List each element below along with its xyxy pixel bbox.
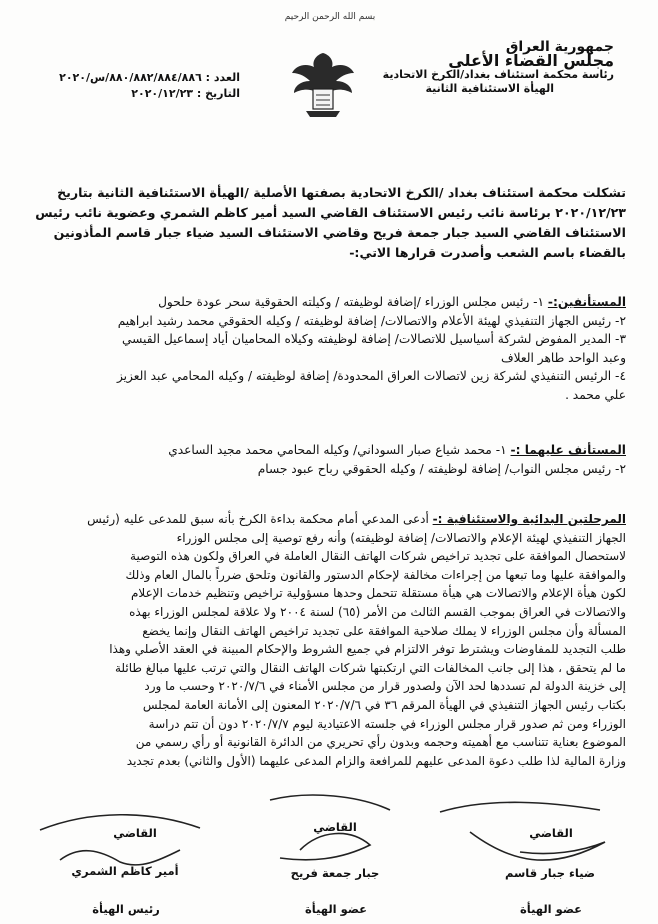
stages-text: أدعى المدعي أمام محكمة بداءة الكرخ بأنه سبق للمدعى عليه (رئيس [87, 512, 429, 526]
intro-line: الاستئناف القاضي السيد جبار جمعة فريح وقاضي الاستئناف السيد ضياء جبار قاسم المأذونين [53, 225, 626, 240]
appellant-2: ٢- رئيس الجهاز التنفيذي لهيئة الأعلام والاتصالات/ إضافة لوظيفته / وكيله الحقوقي محمد رشيد ابراهيم [117, 313, 626, 328]
stages-text: لكون هيأة الإعلام والاتصالات هي هيأة مستقلة تتحمل وحدها مسؤولية تراخيص وتنظيم خدمات الإعلام [130, 586, 626, 601]
stages-section [30, 510, 626, 770]
appellant-3-cont: وعبد الواحد طاهر العلاف [500, 350, 626, 365]
signature-right-role: عضو الهيأة [519, 902, 583, 916]
basmala: بسم الله الرحمن الرحيم [284, 12, 376, 22]
stages-text: والاتصالات في العراق بموجب القسم الثالث من الأمر (٦٥) لسنة ٢٠٠٤ ولا علاقة لمجلس الوزراء بهذه [129, 604, 626, 619]
stages-text: الوزراء ومن ثم صدور قرار مجلس الوزراء في جلسته الاعتيادية ليوم ٢٠٢٠/٧/٧ دون أن تتم دراسة [148, 716, 626, 731]
judge-title: القاضي [113, 826, 157, 840]
council-name: مجلس القضاء الأعلى [448, 51, 614, 70]
reference-date: التاريخ : ٢٠٢٠/١٢/٢٣ [131, 87, 240, 100]
judge-title: القاضي [313, 820, 357, 834]
country-name: جمهورية العراق [505, 39, 614, 55]
presidency-name: رئاسة محكمة استئناف بغداد/الكرخ الاتحادية [382, 68, 614, 81]
stages-line [30, 510, 626, 529]
stages-text: لاستحصال الموافقة على تجديد تراخيص شركات الهاتف النقال العاملة في العراق ولكون هذه التوصية [130, 549, 626, 564]
iraq-emblem-icon [288, 45, 358, 125]
signature-center-role: عضو الهيأة [304, 902, 368, 916]
appellant-1: ١- رئيس مجلس الوزراء /إضافة لوظيفته / وكيلته الحقوقية سحر عودة حلحول [158, 295, 545, 309]
reference-number: العدد : ٨٨٠/٨٨٢/٨٨٤/٨٨٦/س/٢٠٢٠ [59, 71, 240, 84]
signature-left-judge [70, 826, 200, 840]
judge-title: القاضي [529, 826, 573, 840]
signature-left-role: رئيس الهيأة [92, 902, 160, 916]
stages-text: المسألة وأن مجلس الوزراء لا يملك صلاحية الموافقة على تجديد تراخيص الهاتف النقال وإنما يخضع [142, 623, 626, 638]
intro-paragraph [30, 183, 626, 263]
stages-text: الجهاز التنفيذي لهيئة الإعلام والاتصالات/ إضافة لوظيفته) وأنه رفع توصية إلى مجلس الوزراء [176, 530, 626, 545]
signature-center-name: جبار جمعة فريح [290, 866, 380, 880]
appellant-4: ٤- الرئيس التنفيذي لشركة زين لاتصالات العراق المحدودة/ إضافة لوظيفته / وكيله المحامي عبد العزيز [116, 369, 626, 383]
respondent-2: ٢- رئيس مجلس النواب/ إضافة لوظيفته / وكيله الحقوقي رباح عبود جسام [257, 461, 626, 476]
stages-text: بكتاب رئيس الجهاز التنفيذي في الهيأة المرقم ٣٦ في ٢٠٢٠/٧/٦ المعنون إلى الأمانة العامة لمجلس [142, 697, 626, 712]
intro-line: ٢٠٢٠/١٢/٢٣ برئاسة نائب رئيس الاستئناف القاضي السيد أمير كاظم الشمري وعضوية نائب رئيس [35, 205, 626, 220]
respondents-section [30, 441, 626, 478]
appellant-3: ٣- المدير المفوض لشركة أسياسيل للاتصالات/ إضافة لوظيفته وكيلاه المحاميان أياد إسماعيل القيسي [122, 332, 626, 346]
stages-text: والموافقة عليها وما تبعها من إجراءات مخالفة لإحكام الدستور والقانون وتلحق ضرراً بالمال العام وذلك [125, 567, 626, 582]
appellants-section [30, 293, 626, 404]
stages-text: الموضوع بعناية تتناسب مع أهميته وحجمه وبدون رأي تحريري من الدائرة القانونية أو رأي رسمي من [135, 735, 626, 750]
stages-text: وزارة المالية لذا طلب دعوة المدعى عليهم للمرافعة والزام المدعى عليهما (الأول والثاني) بعدم تجديد [126, 753, 626, 768]
signature-left-name: أمير كاظم الشمري [71, 864, 179, 878]
letterhead [383, 40, 614, 96]
stages-text: ما لم يتحقق ، هذا إلى جانب المخالفات التي ارتكبتها شركات الهاتف النقال والتي ترتب عليها مبالغ طائلة [114, 660, 626, 675]
intro-line: بالقضاء باسم الشعب وأصدرت قرارها الاتي:- [349, 245, 626, 260]
appellant-4-cont: علي محمد . [565, 387, 626, 402]
panel-name: الهيأة الاستئنافية الثانية [425, 82, 554, 95]
appellants-label: المستأنفين:- [547, 295, 626, 309]
signature-right-name: ضياء جبار قاسم [504, 866, 596, 880]
intro-line: تشكلت محكمة استئناف بغداد /الكرخ الاتحادية بصفتها الأصلية /الهيأة الاستئنافية الثانية بتاريخ [57, 185, 626, 200]
respondent-1: ١- محمد شياع صبار السوداني/ وكيله المحامي محمد مجيد الساعدي [168, 443, 507, 457]
signature-center-judge [270, 820, 400, 834]
respondent-line [30, 441, 626, 460]
signature-right-judge [476, 826, 626, 840]
respondents-label: المستأنف عليهما :- [510, 443, 626, 457]
stages-text: طلب التجديد للمفاوضات ويشترط توفر الالتزام في جميع الشروط والإحكام المبينة في العقد الأصلي وهذا [109, 642, 626, 657]
stages-text: إلى خزينة الدولة لم تسددها لحد الآن ولصدور قرار من مجلس الأمناء في ٢٠٢٠/٧/٦ وحسب ما ورد [144, 679, 626, 694]
stages-label: المرحلتين البدائية والاستئنافية :- [432, 512, 626, 526]
appellant-line [30, 293, 626, 312]
reference-block [59, 70, 240, 102]
